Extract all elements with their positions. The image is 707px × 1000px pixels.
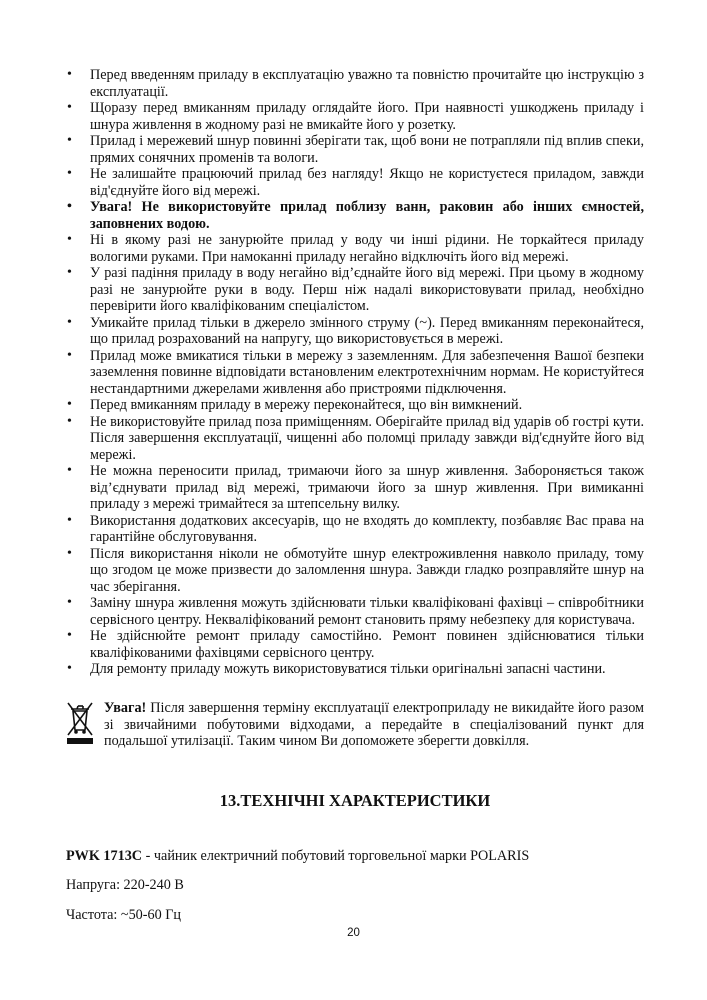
list-item: • Щоразу перед вмиканням приладу оглядайте його. При наявності ушкоджень приладу і шнура живлення в жодному разі не вмикайте його у розетку. — [66, 100, 644, 133]
model-description — [66, 848, 529, 865]
disposal-text: Після завершення терміну експлуатації електроприладу не викидайте його разом зі звичайними побутовими відходами, а передайте в спеціалізований пункт для подальшої утилізації. Таким чином Ви допоможете зберегти довкілля. — [104, 700, 644, 749]
list-item: • Умикайте прилад тільки в джерело змінного струму (~). Перед вмиканням переконайтеся, що прилад розрахований на напругу, що використовується в мережі. — [66, 315, 644, 348]
page-number: 20 — [347, 927, 360, 939]
list-item-warning: • Увага! Не використовуйте прилад поблизу ванн, раковин або інших ємностей, заповнених водою. — [66, 199, 644, 232]
warning-label: Увага! — [104, 700, 147, 716]
frequency-spec: Частота: ~50-60 Гц — [66, 907, 182, 923]
list-item: • Прилад може вмикатися тільки в мережу з заземленням. Для забезпечення Вашої безпеки заземлення повинне відповідати встановленим електротехнічним нормам. Не користуйтеся нестандартними джерелами живлення або пристроями підключення. — [66, 348, 644, 398]
crossed-out-bin-icon — [66, 700, 94, 745]
safety-instructions-list — [66, 67, 644, 678]
list-item: • Не здійснюйте ремонт приладу самостійно. Ремонт повинен здійснюватися тільки кваліфікованими фахівцями сервісного центру. — [66, 628, 644, 661]
list-item: • Перед введенням приладу в експлуатацію уважно та повністю прочитайте цю інструкцію з експлуатації. — [66, 67, 644, 100]
model-desc-text: - чайник електричний побутовий торговельної марки POLARIS — [142, 848, 530, 864]
list-item: • Не залишайте працюючий прилад без нагляду! Якщо не користуєтеся приладом, завжди від'єднуйте його від мережі. — [66, 166, 644, 199]
list-item: • Ні в якому разі не занурюйте прилад у воду чи інші рідини. Не торкайтеся приладу вологими руками. При намоканні приладу негайно відключіть його від мережі. — [66, 232, 644, 265]
list-item: • Після використання ніколи не обмотуйте шнур електроживлення навколо приладу, тому що згодом це може призвести до заломлення шнура. Завжди гладко розправляйте шнур на час зберігання. — [66, 546, 644, 596]
list-item: • Перед вмиканням приладу в мережу переконайтеся, що він вимкнений. — [66, 397, 644, 414]
list-item: • Використання додаткових аксесуарів, що не входять до комплекту, позбавляє Вас права на гарантійне обслуговування. — [66, 513, 644, 546]
disposal-notice — [66, 700, 644, 750]
section-title: 13.ТЕХНІЧНІ ХАРАКТЕРИСТИКИ — [219, 791, 491, 810]
list-item: • Заміну шнура живлення можуть здійснювати тільки кваліфіковані фахівці – співробітники сервісного центру. Некваліфікований ремонт становить пряму небезпеку для користувача. — [66, 595, 644, 628]
list-item: • Прилад і мережевий шнур повинні зберігати так, щоб вони не потрапляли під вплив спеки, прямих сонячних променів та вологи. — [66, 133, 644, 166]
voltage-spec: Напруга: 220-240 В — [66, 877, 184, 893]
list-item: • Для ремонту приладу можуть використовуватися тільки оригінальні запасні частини. — [66, 661, 644, 678]
model-number: PWK 1713C — [66, 848, 143, 864]
list-item: • У разі падіння приладу в воду негайно від’єднайте його від мережі. При цьому в жодному разі не занурюйте руки в воду. Перш ніж надалі використовувати прилад, необхідно перевірити його кваліфікованим спеціалістом. — [66, 265, 644, 315]
list-item: • Не використовуйте прилад поза приміщенням. Оберігайте прилад від ударів об гострі кути. Після завершення експлуатації, чищенні або поломці приладу завжди від'єднуйте його від мережі. — [66, 414, 644, 464]
list-item: • Не можна переносити прилад, тримаючи його за шнур живлення. Забороняється також від’єднувати прилад від мережі, тримаючи його за шнур живлення. При вимиканні приладу з мережі тримайтеся за штепсельну вилку. — [66, 463, 644, 513]
